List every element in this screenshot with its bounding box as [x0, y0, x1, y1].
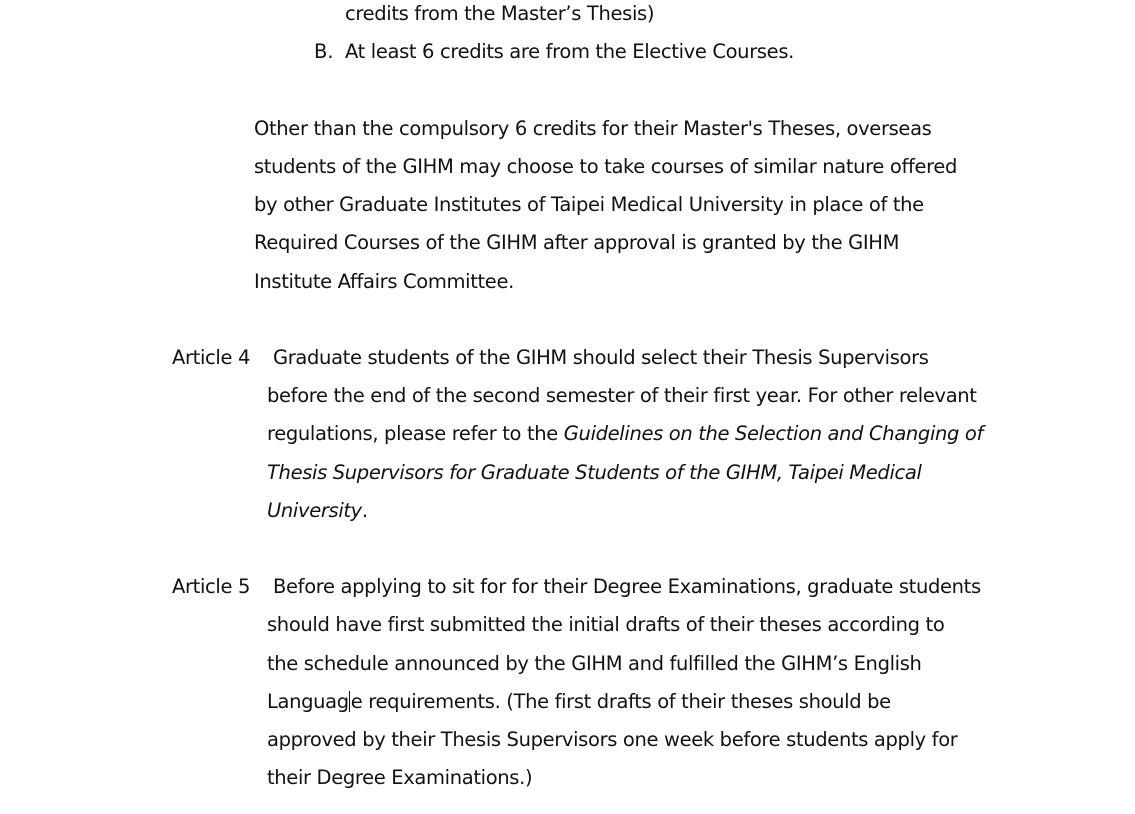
article-4-line — [267, 499, 368, 523]
article-5-line[interactable] — [267, 690, 891, 714]
paragraph-line: Required Courses of the GIHM after approval is granted by the GIHM — [254, 231, 900, 254]
guideline-title-italic: Guidelines on the Selection and Changing of — [563, 422, 984, 445]
paragraph-line: students of the GIHM may choose to take courses of similar nature offered — [254, 155, 958, 178]
article-5-line: their Degree Examinations.) — [267, 766, 533, 789]
list-item-b-text: At least 6 credits are from the Elective Courses. — [345, 40, 794, 63]
list-item-b-marker: B. — [314, 40, 334, 63]
guideline-title-italic: University — [267, 499, 362, 522]
paragraph-line: Other than the compulsory 6 credits for their Master's Theses, overseas — [254, 117, 932, 140]
paragraph-line: Institute Affairs Committee. — [254, 270, 514, 293]
article-5-line: the schedule announced by the GIHM and fulfilled the GIHM’s English — [267, 652, 922, 675]
article-4-line: Graduate students of the GIHM should select their Thesis Supervisors — [273, 346, 929, 369]
article-5-label: Article 5 — [172, 575, 251, 598]
guideline-title-italic: Thesis Supervisors for Graduate Students of the GIHM, Taipei Medical — [267, 461, 922, 484]
article-5-text-after-cursor: e requirements. (The first drafts of their theses should be — [350, 690, 891, 713]
article-5-line: approved by their Thesis Supervisors one week before students apply for — [267, 728, 958, 751]
article-5-line: Before applying to sit for for their Degree Examinations, graduate students — [273, 575, 981, 598]
article-4-label: Article 4 — [172, 346, 251, 369]
list-continued-line: credits from the Master’s Thesis) — [345, 2, 655, 25]
article-4-line — [267, 461, 922, 485]
article-5-line: should have first submitted the initial drafts of their theses according to — [267, 613, 945, 636]
article-4-text-plain: . — [361, 499, 368, 522]
paragraph-line: by other Graduate Institutes of Taipei Medical University in place of the — [254, 193, 924, 216]
article-4-line — [267, 422, 983, 446]
article-5-text-before-cursor: Languag — [267, 690, 349, 713]
article-4-text-plain: regulations, please refer to the — [267, 422, 564, 445]
article-4-line: before the end of the second semester of their first year. For other relevant — [267, 384, 977, 407]
